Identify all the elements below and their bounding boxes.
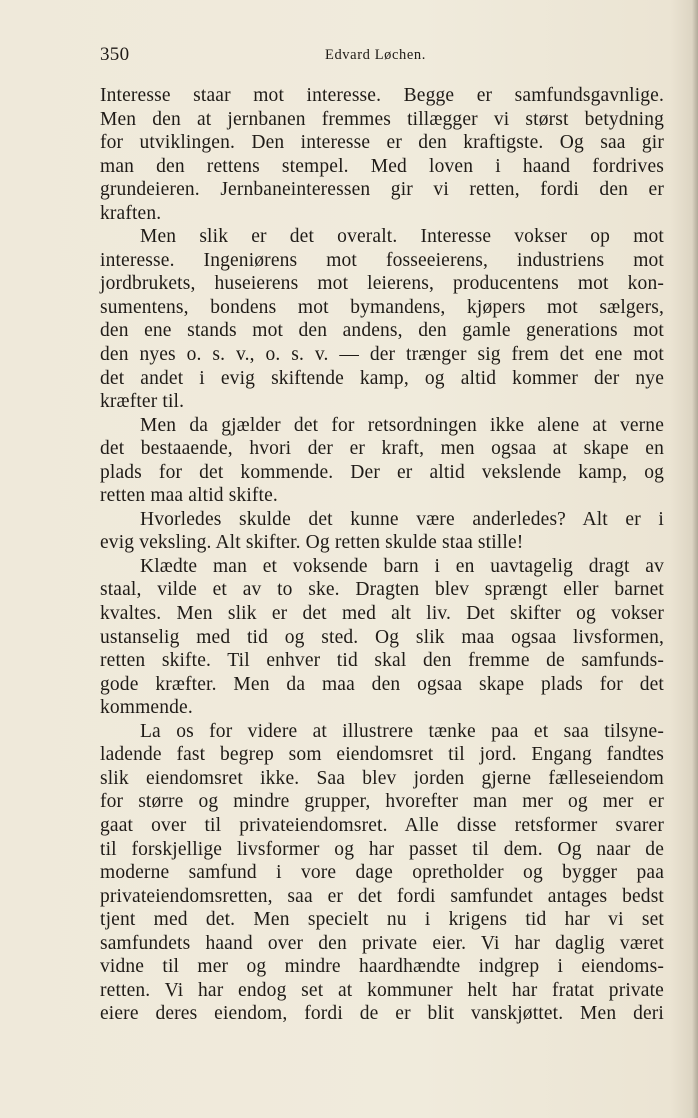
text-line: eiere deres eiendom, fordi de er blit vanskjøttet. Men deri xyxy=(100,1003,664,1025)
text-line: retten skifte. Til enhver tid skal den fremme de samfunds- xyxy=(100,650,664,672)
text-line: Interesse staar mot interesse. Begge er samfundsgavnlige. xyxy=(100,85,664,106)
text-line: ustanselig med tid og sted. Og slik maa ogsaa livsformen, xyxy=(100,626,664,648)
text-line: det bestaaende, hvori der er kraft, men ogsaa at skape en xyxy=(100,438,664,460)
text-line: for større og mindre grupper, hvorefter man mer og mer er xyxy=(100,791,664,813)
text-line: Klædte man et voksende barn i en uavtagelig dragt av xyxy=(140,555,664,577)
text-line: den ene stands mot den andens, den gamle generations mot xyxy=(100,320,664,342)
text-line: den nyes o. s. v., o. s. v. — der trænger sig frem det ene mot xyxy=(100,344,664,366)
text-line: retten. Vi har endog set at kommuner helt har fratat private xyxy=(100,979,664,1001)
text-line: samfundets haand over den private eier. Vi har daglig været xyxy=(100,932,664,954)
text-line: kvaltes. Men slik er det med alt liv. Det skifter og vokser xyxy=(100,603,664,625)
text-line: evig veksling. Alt skifter. Og retten skulde staa stille! xyxy=(100,532,524,554)
text-line: gaat over til privateiendomsret. Alle disse retsformer svarer xyxy=(100,814,664,836)
text-line: kraften. xyxy=(100,202,162,224)
text-line: jordbrukets, huseierens mot leierens, producentens mot kon- xyxy=(100,273,664,295)
text-line: til forskjellige livsformer og har passet til dem. Og naar de xyxy=(100,838,664,860)
text-line: ladende fast begrep som eiendomsret til jord. Engang fandtes xyxy=(100,744,664,766)
text-line: man den rettens stempel. Med loven i haand fordrives xyxy=(100,155,664,177)
text-line: gode kræfter. Men da maa den ogsaa skape plads for det xyxy=(100,673,664,695)
text-line: vidne til mer og mindre haardhændte indgrep i eiendoms- xyxy=(100,956,664,978)
body-text xyxy=(100,84,664,1026)
running-head: Edvard Løchen. xyxy=(325,47,427,63)
text-line: interesse. Ingeniørens mot fosseeierens, industriens mot xyxy=(100,249,664,271)
text-line: tjent med det. Men specielt nu i krigens tid har vi set xyxy=(100,909,664,931)
text-line: Hvorledes skulde det kunne være anderledes? Alt er i xyxy=(140,508,664,530)
text-line: slik eiendomsret ikke. Saa blev jorden gjerne fælleseiendom xyxy=(100,767,664,789)
page-edge-shadow xyxy=(692,0,698,1118)
page-number: 350 xyxy=(100,44,130,65)
text-line: Men den at jernbanen fremmes tillægger vi størst betydning xyxy=(100,108,664,130)
text-line: La os for videre at illustrere tænke paa et saa tilsyne- xyxy=(140,720,664,742)
text-line: privateiendomsretten, saa er det fordi samfundet antages bedst xyxy=(100,885,664,907)
text-line: Men da gjælder det for retsordningen ikke alene at verne xyxy=(140,414,664,436)
text-line: kommende. xyxy=(100,697,193,719)
text-line: moderne samfund i vore dage opretholder og bygger paa xyxy=(100,862,664,884)
text-line: det andet i evig skiftende kamp, og altid kommer der nye xyxy=(100,367,664,389)
text-line: plads for det kommende. Der er altid vekslende kamp, og xyxy=(100,461,664,483)
text-line: sumentens, bondens mot bymandens, kjøpers mot sælgers, xyxy=(100,296,664,318)
text-line: kræfter til. xyxy=(100,391,185,413)
text-line: for utviklingen. Den interesse er den kraftigste. Og saa gir xyxy=(100,132,664,154)
text-line: retten maa altid skifte. xyxy=(100,485,278,507)
text-line: staal, vilde et av to ske. Dragten blev sprængt eller barnet xyxy=(100,579,664,601)
page-header xyxy=(100,44,665,70)
text-line: Men slik er det overalt. Interesse vokser op mot xyxy=(140,226,664,248)
text-line: grundeieren. Jernbaneinteressen gir vi retten, fordi den er xyxy=(100,179,664,201)
